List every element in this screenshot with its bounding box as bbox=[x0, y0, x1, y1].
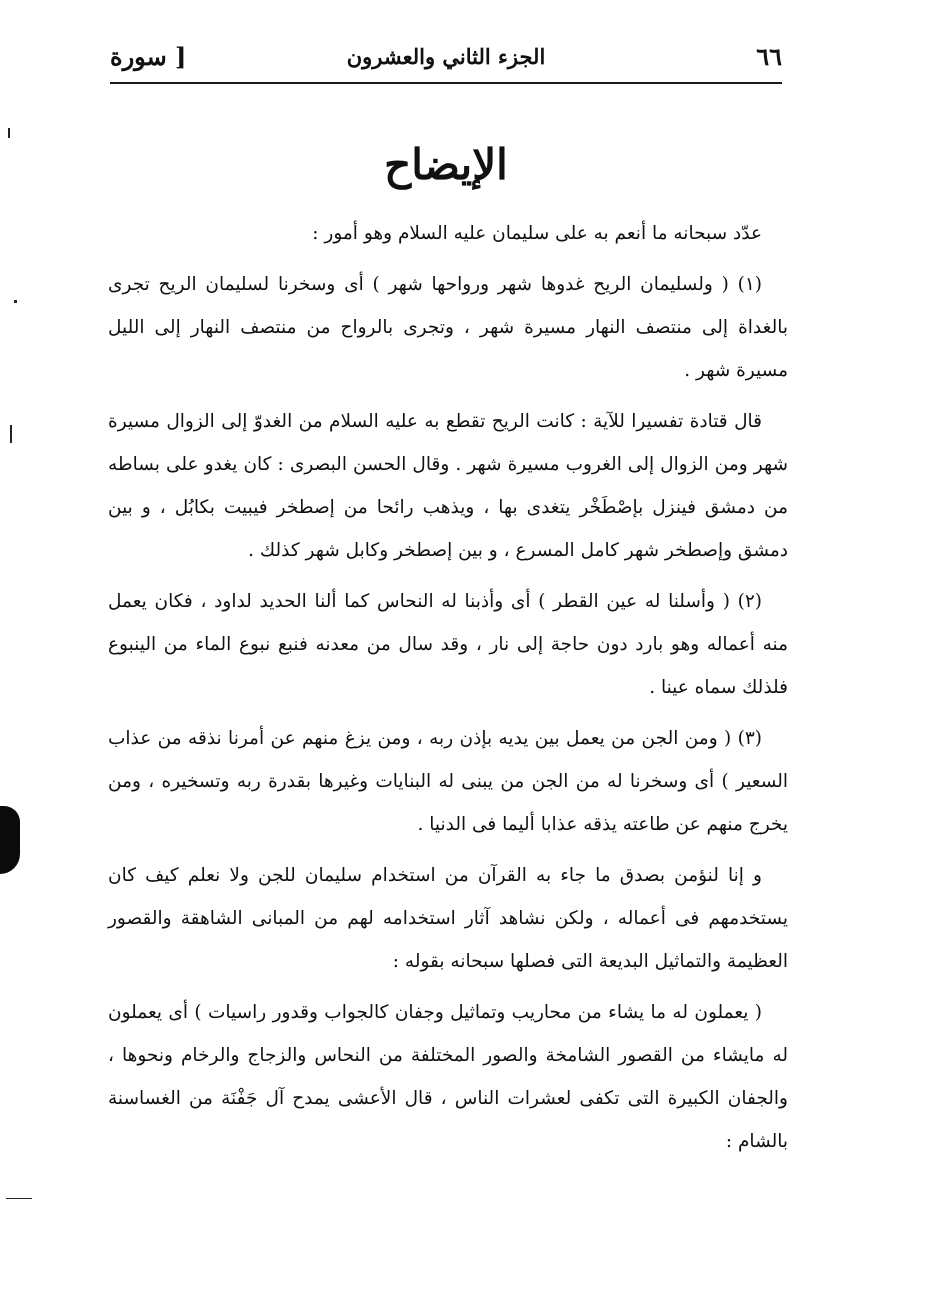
scan-speck bbox=[8, 128, 10, 138]
scan-speck bbox=[14, 300, 17, 303]
scan-speck bbox=[6, 1198, 32, 1199]
paragraph-3: (٢) ( وأسلنا له عين القطر ) أى وأذبنا له النحاس كما ألنا الحديد لداود ، فكان يعمل منه أعماله وهو بارد دون حاجة إلى نار ، وقد سال من معدنه فنبع نبوع الماء من الينبوع فلذلك سماه عينا . bbox=[108, 591, 788, 698]
paragraph-6: ( يعملون له ما يشاء من محاريب وتماثيل وجفان كالجواب وقدور راسيات ) أى يعملون له مايشاء من القصور الشامخة والصور المختلفة من النحاس والزجاج والرخام ونحوها ، والجفان الكبيرة التى تكفى لعشرات الناس ، قال الأعشى يمدح آل جَفْنَة من الغساسنة بالشام : bbox=[108, 1002, 788, 1152]
paragraph-intro: عدّد سبحانه ما أنعم به على سليمان عليه السلام وهو أمور : bbox=[312, 223, 762, 244]
page-header bbox=[110, 40, 782, 84]
body-text bbox=[108, 212, 788, 1171]
paragraph-5: و إنا لنؤمن بصدق ما جاء به القرآن من استخدام سليمان للجن ولا نعلم كيف كان يستخدمهم فى أعماله ، ولكن نشاهد آثار استخدامه لهم من المبانى الشاهقة والقصور العظيمة والتماثيل البديعة التى فصلها سبحانه بقوله : bbox=[108, 865, 788, 972]
part-title: الجزء الثاني والعشرون bbox=[346, 44, 546, 69]
paragraph-1: (١) ( ولسليمان الريح غدوها شهر ورواحها شهر ) أى وسخرنا لسليمان الريح تجرى بالغداة إلى منتصف النهار مسيرة شهر ، وتجرى بالرواح من منتصف النهار إلى الليل مسيرة شهر . bbox=[108, 274, 788, 381]
section-title: الإيضاح bbox=[384, 140, 508, 189]
scan-speck bbox=[10, 425, 12, 443]
page-number: ٦٦ bbox=[756, 42, 782, 71]
surah-label: [ سورة bbox=[110, 42, 187, 71]
scan-edge-blot bbox=[0, 806, 20, 874]
paragraph-4: (٣) ( ومن الجن من يعمل بين يديه بإذن ربه ، ومن يزغ منهم عن أمرنا نذقه من عذاب السعير ) أى وسخرنا له من الجن من يبنى له البنايات وغيرها بقدرة ربه وتسخيره ، ومن يخرج منهم عن طاعته يذقه عذابا أليما فى الدنيا . bbox=[108, 728, 788, 835]
header-divider bbox=[110, 82, 782, 84]
paragraph-2: قال قتادة تفسيرا للآية : كانت الريح تقطع به عليه السلام من الغدوّ إلى الزوال مسيرة شهر ومن الزوال إلى الغروب مسيرة شهر . وقال الحسن البصرى : كان يغدو على بساطه من دمشق فينزل بإصْطَخْر يتغدى بها ، ويذهب رائحا من إصطخر فيبيت بكابُل ، و بين دمشق وإصطخر شهر كامل المسرع ، و بين إصطخر وكابل شهر كذلك . bbox=[108, 411, 788, 561]
